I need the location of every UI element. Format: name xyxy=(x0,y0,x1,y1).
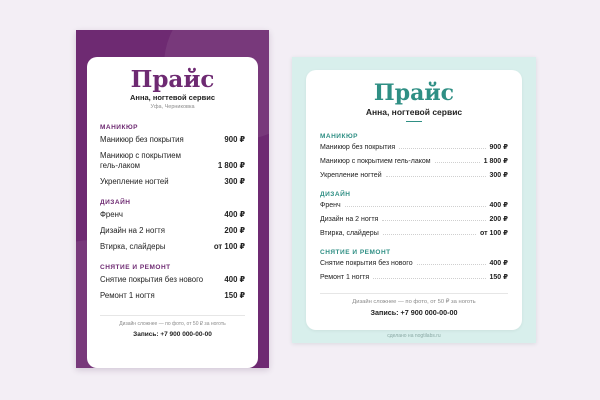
leader-dots xyxy=(345,206,486,207)
made-with-credit: сделано на nogtilabs.ru xyxy=(387,333,441,339)
price-row xyxy=(100,177,245,187)
design-note: Дизайн сложнее — по фото, от 50 ₽ за ноготь xyxy=(352,299,476,305)
leader-dots xyxy=(169,232,220,233)
section-heading-design: ДИЗАЙН xyxy=(100,199,131,206)
footer-divider xyxy=(100,315,245,316)
made-with-credit: сделано на nogtilabs.ru xyxy=(145,351,200,357)
leader-dots xyxy=(399,148,485,149)
service-name: Укрепление ногтей xyxy=(320,172,382,179)
price-row xyxy=(320,143,508,152)
service-name: Втирка, слайдеры xyxy=(320,230,379,237)
service-price: 1 800 ₽ xyxy=(217,161,245,170)
footer-divider xyxy=(320,293,508,294)
price-row xyxy=(100,242,245,252)
price-row xyxy=(100,210,245,220)
leader-dots xyxy=(383,234,476,235)
service-name: Дизайн на 2 ногтя xyxy=(100,226,165,235)
location: Уфа, Черниковка xyxy=(150,104,195,110)
section-heading-removal: СНЯТИЕ И РЕМОНТ xyxy=(100,264,171,271)
section-heading-removal: СНЯТИЕ И РЕМОНТ xyxy=(320,249,391,256)
business-name: Анна, ногтевой сервис xyxy=(365,107,463,117)
service-price: 300 ₽ xyxy=(224,177,245,186)
service-name: Ремонт 1 ногтя xyxy=(320,274,370,281)
booking-phone: Запись: +7 900 000-00-00 xyxy=(370,308,458,317)
leader-dots xyxy=(159,297,221,298)
service-price: 300 ₽ xyxy=(489,172,508,179)
price-row xyxy=(100,226,245,236)
service-price: от 100 ₽ xyxy=(480,230,508,237)
title-divider xyxy=(406,121,422,122)
service-price: 200 ₽ xyxy=(489,216,508,223)
leader-dots xyxy=(386,176,486,177)
service-price: 200 ₽ xyxy=(224,226,245,235)
leader-dots xyxy=(382,220,485,221)
service-name: Френч xyxy=(320,202,341,209)
price-row xyxy=(320,215,508,224)
price-card-purple xyxy=(76,30,269,368)
service-name: Маникюр без покрытия xyxy=(100,135,184,144)
leader-dots xyxy=(188,141,221,142)
service-name: Маникюр без покрытия xyxy=(320,144,396,151)
price-row xyxy=(320,273,508,282)
leader-dots xyxy=(173,183,221,184)
price-card-mint xyxy=(292,57,536,343)
business-name: Анна, ногтевой сервис xyxy=(130,93,215,102)
price-row xyxy=(320,171,508,180)
service-price: 400 ₽ xyxy=(489,260,508,267)
price-row xyxy=(100,151,245,171)
price-title: Прайс xyxy=(373,80,455,106)
price-row xyxy=(320,229,508,238)
service-price: 150 ₽ xyxy=(489,274,508,281)
booking-phone: Запись: +7 900 000-00-00 xyxy=(133,331,212,338)
price-sheet-purple xyxy=(87,57,258,368)
service-price: 1 800 ₽ xyxy=(483,158,508,165)
service-name: Френч xyxy=(100,210,123,219)
leader-dots xyxy=(417,264,486,265)
section-heading-manicure: МАНИКЮР xyxy=(100,124,138,131)
service-name: Втирка, слайдеры xyxy=(100,242,166,251)
leader-dots xyxy=(127,216,220,217)
design-note: Дизайн сложнее — по фото, от 50 ₽ за ноготь xyxy=(119,321,226,327)
leader-dots xyxy=(204,167,214,168)
price-row xyxy=(320,157,508,166)
price-row xyxy=(100,275,245,285)
price-row xyxy=(320,259,508,268)
service-name: Дизайн на 2 ногтя xyxy=(320,216,379,223)
service-price: 900 ₽ xyxy=(224,135,245,144)
leader-dots xyxy=(435,162,480,163)
service-price: 150 ₽ xyxy=(224,291,245,300)
price-row xyxy=(320,201,508,210)
service-name: Снятие покрытия без нового xyxy=(100,275,204,284)
section-heading-manicure: МАНИКЮР xyxy=(320,133,358,140)
price-row xyxy=(100,291,245,301)
leader-dots xyxy=(207,281,220,282)
service-name: Маникюр с покрытием гель-лаком xyxy=(100,151,181,170)
leader-dots xyxy=(373,278,485,279)
price-sheet-mint xyxy=(306,70,522,330)
service-name: Укрепление ногтей xyxy=(100,177,169,186)
service-price: 400 ₽ xyxy=(489,202,508,209)
service-name: Маникюр с покрытием гель-лаком xyxy=(320,158,431,165)
price-row xyxy=(100,135,245,145)
price-title: Прайс xyxy=(130,66,215,93)
service-price: 900 ₽ xyxy=(489,144,508,151)
service-price: от 100 ₽ xyxy=(213,242,245,251)
service-name: Ремонт 1 ногтя xyxy=(100,291,155,300)
service-price: 400 ₽ xyxy=(224,210,245,219)
service-name: Снятие покрытия без нового xyxy=(320,260,413,267)
section-heading-design: ДИЗАЙН xyxy=(320,191,351,198)
leader-dots xyxy=(169,248,209,249)
service-price: 400 ₽ xyxy=(224,275,245,284)
